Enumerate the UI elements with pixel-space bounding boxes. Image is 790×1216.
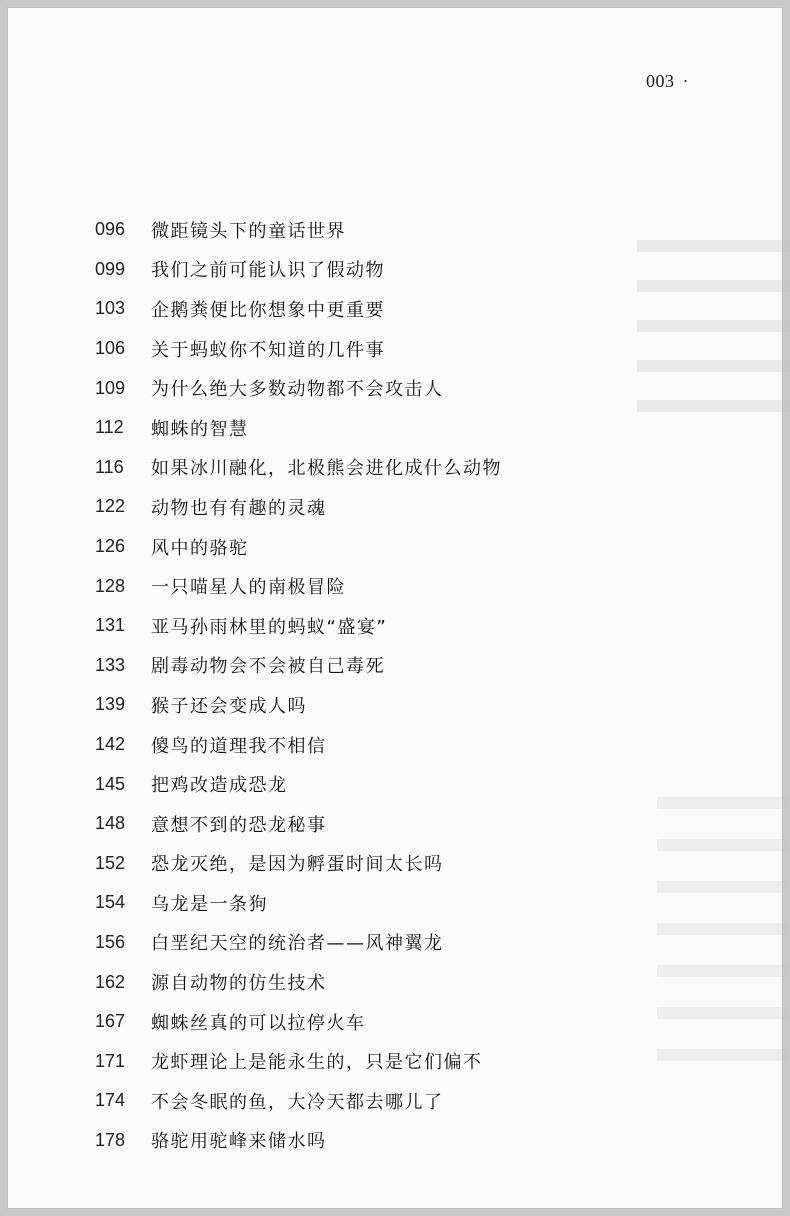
toc-entry (95, 962, 502, 1002)
toc-page-number: 133 (95, 654, 126, 675)
toc-page-number: 096 (95, 219, 126, 240)
toc-entry (95, 368, 502, 408)
toc-entry (95, 1041, 502, 1081)
toc-page-number: 122 (95, 496, 126, 517)
table-of-contents (95, 210, 502, 1160)
toc-title: 傻鸟的道理我不相信 (151, 735, 327, 757)
toc-title: 微距镜头下的童话世界 (151, 220, 346, 242)
toc-page-number: 145 (95, 773, 126, 794)
bleed-through-text-lower (657, 767, 787, 1087)
toc-page-number: 156 (95, 931, 126, 952)
toc-title: 恐龙灭绝，是因为孵蛋时间太长吗 (151, 854, 444, 876)
toc-page-number: 109 (95, 377, 126, 398)
toc-entry (95, 329, 502, 369)
toc-entry (95, 1121, 502, 1161)
toc-title: 白垩纪天空的统治者——风神翼龙 (151, 933, 444, 955)
toc-title: 龙虾理论上是能永生的，只是它们偏不 (151, 1052, 483, 1074)
toc-title: 不会冬眠的鱼，大冷天都去哪儿了 (151, 1091, 444, 1113)
toc-title: 动物也有有趣的灵魂 (151, 497, 327, 519)
toc-page-number: 162 (95, 971, 126, 992)
toc-entry (95, 923, 502, 963)
toc-title: 蜘蛛的智慧 (151, 418, 249, 440)
toc-page-number: 139 (95, 694, 126, 715)
toc-page-number: 112 (95, 417, 124, 438)
toc-entry (95, 804, 502, 844)
toc-entry (95, 487, 502, 527)
toc-page-number: 103 (95, 298, 126, 319)
toc-entry (95, 1081, 502, 1121)
toc-page-number: 131 (95, 615, 126, 636)
toc-entry (95, 210, 502, 250)
toc-page-number: 128 (95, 575, 126, 596)
toc-title: 为什么绝大多数动物都不会攻击人 (151, 379, 444, 401)
toc-title: 把鸡改造成恐龙 (151, 775, 288, 797)
toc-entry (95, 1002, 502, 1042)
toc-entry (95, 685, 502, 725)
toc-title: 如果冰川融化，北极熊会进化成什么动物 (151, 458, 502, 480)
toc-title: 蜘蛛丝真的可以拉停火车 (151, 1012, 366, 1034)
toc-page-number: 099 (95, 258, 126, 279)
toc-entry (95, 250, 502, 290)
toc-entry (95, 606, 502, 646)
toc-page-number: 116 (95, 456, 124, 477)
toc-title: 亚马孙雨林里的蚂蚁“盛宴” (151, 616, 388, 638)
toc-title: 源自动物的仿生技术 (151, 973, 327, 995)
toc-entry (95, 527, 502, 567)
toc-page-number: 167 (95, 1011, 126, 1032)
toc-page-number: 142 (95, 734, 126, 755)
toc-title: 猴子还会变成人吗 (151, 695, 307, 717)
toc-entry (95, 566, 502, 606)
toc-entry (95, 725, 502, 765)
page-number-mark: · (682, 71, 689, 91)
toc-entry (95, 646, 502, 686)
toc-entry (95, 883, 502, 923)
toc-page-number: 171 (95, 1050, 126, 1071)
toc-page-number: 152 (95, 852, 126, 873)
toc-title: 一只喵星人的南极冒险 (151, 577, 346, 599)
toc-title: 剧毒动物会不会被自己毒死 (151, 656, 385, 678)
toc-entry (95, 408, 502, 448)
toc-page-number: 154 (95, 892, 126, 913)
toc-title: 企鹅粪便比你想象中更重要 (151, 299, 385, 321)
toc-title: 风中的骆驼 (151, 537, 249, 559)
toc-page-number: 178 (95, 1129, 126, 1150)
toc-title: 意想不到的恐龙秘事 (151, 814, 327, 836)
toc-page-number: 106 (95, 338, 126, 359)
toc-page-number: 148 (95, 813, 126, 834)
bleed-through-text (637, 212, 790, 432)
toc-title: 乌龙是一条狗 (151, 893, 268, 915)
page-number-value: 003 (646, 71, 675, 91)
toc-entry (95, 844, 502, 884)
toc-title: 骆驼用驼峰来储水吗 (151, 1131, 327, 1153)
page-number (646, 71, 689, 92)
toc-title: 关于蚂蚁你不知道的几件事 (151, 339, 385, 361)
toc-page-number: 126 (95, 536, 126, 557)
toc-entry (95, 764, 502, 804)
toc-page-number: 174 (95, 1090, 126, 1111)
toc-title: 我们之前可能认识了假动物 (151, 260, 385, 282)
toc-entry (95, 448, 502, 488)
toc-entry (95, 289, 502, 329)
